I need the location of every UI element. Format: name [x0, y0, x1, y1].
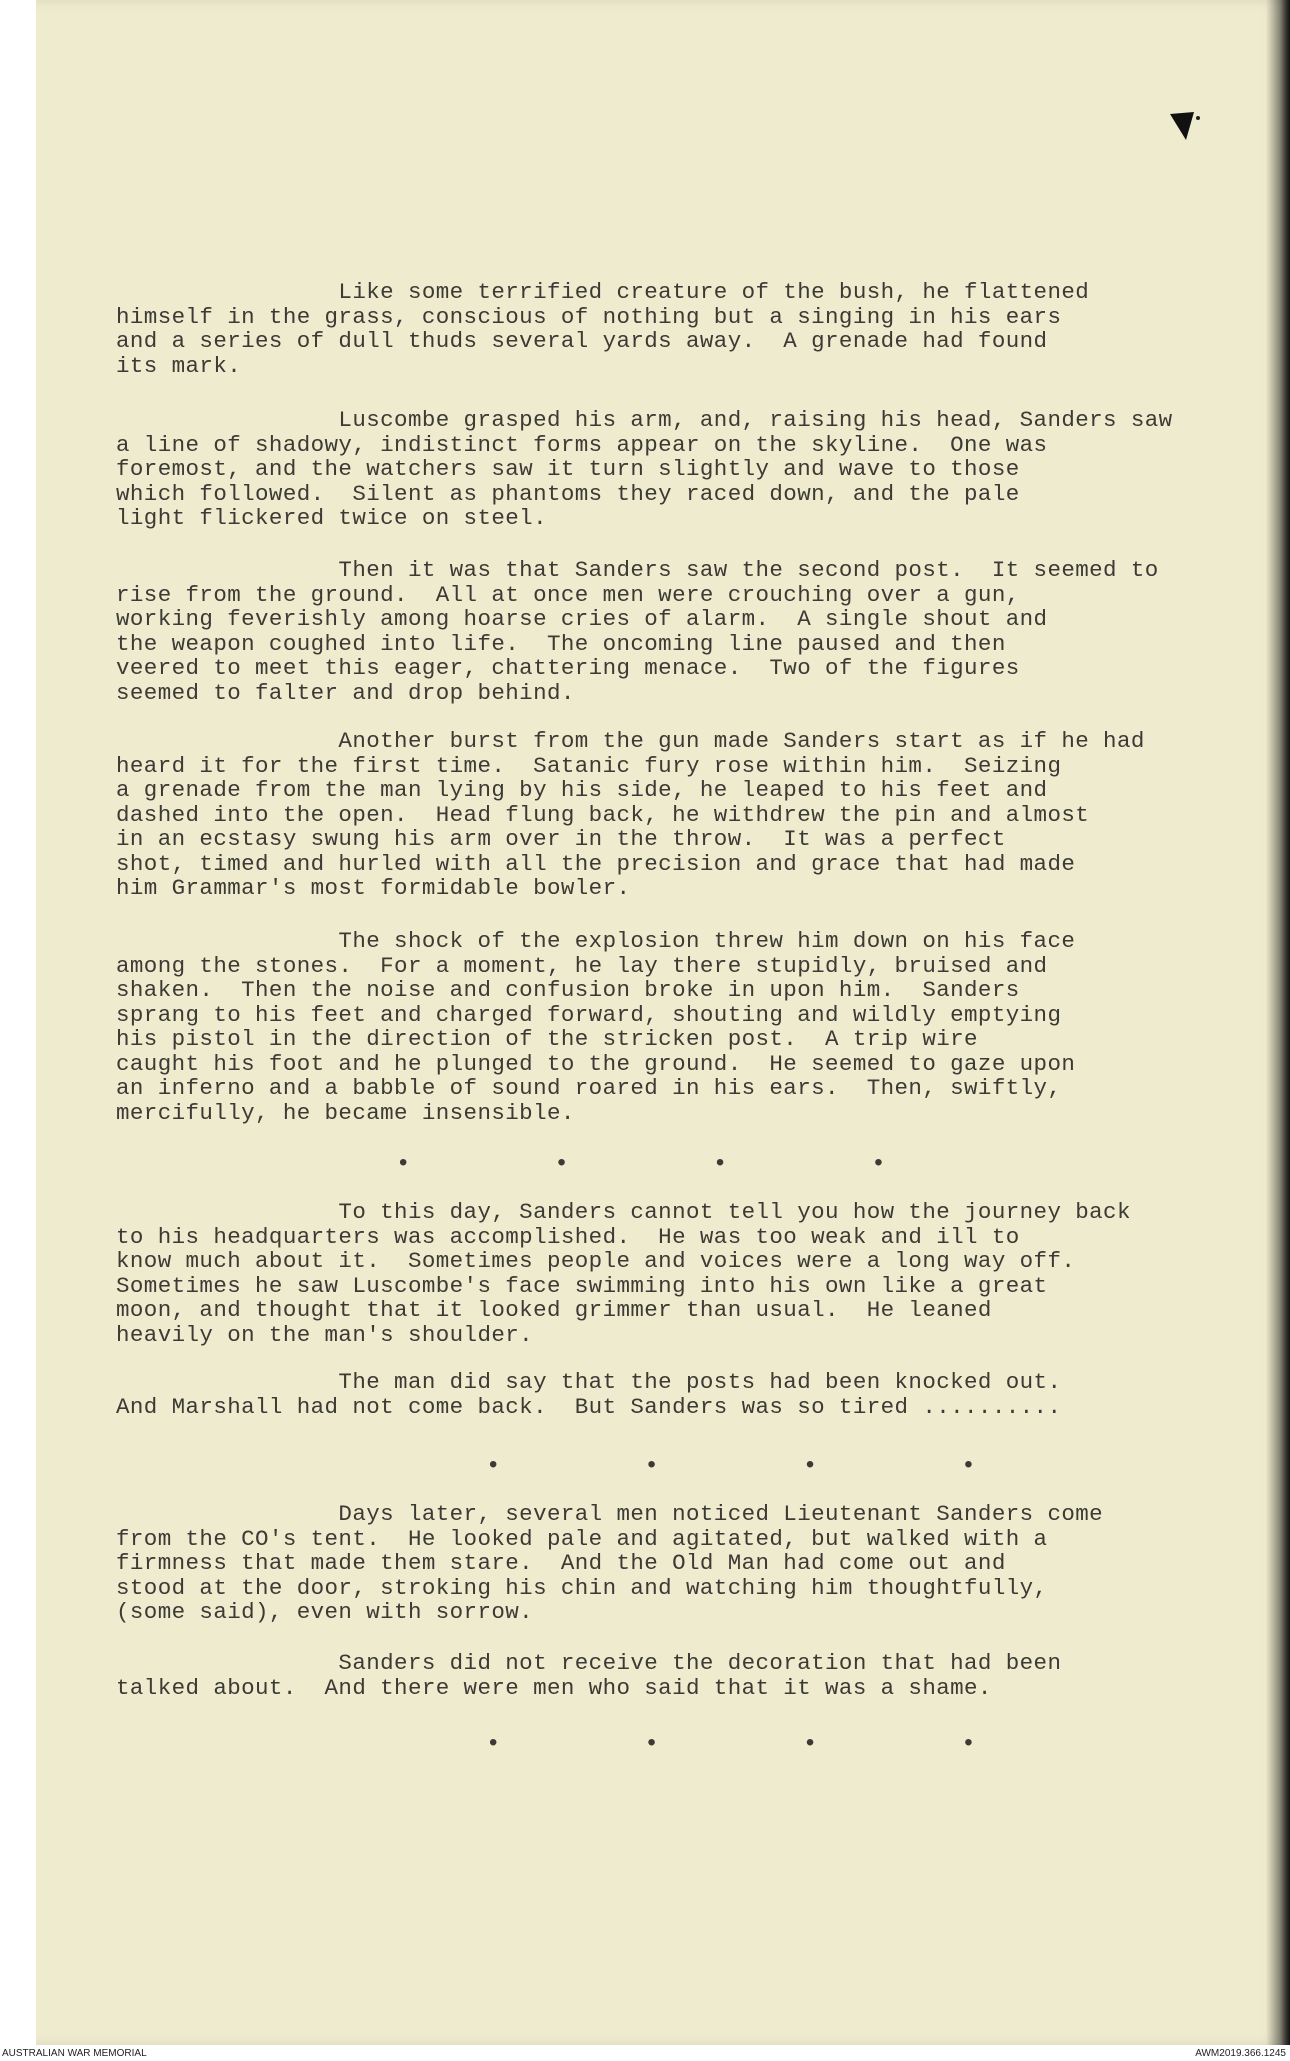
paragraph-3: Then it was that Sanders saw the second post. It seemed to rise from the ground. All at once men were crouching over a gun, working feverishly among hoarse cries of alarm. A single shout and the weapon coughed into life. The oncoming line paused and then veered to meet this eager, chattering menace. Two of the figures seemed to falter and drop behind. [116, 557, 1159, 706]
paragraph-2: Luscombe grasped his arm, and, raising his head, Sanders saw a line of shadowy, indistinct forms appear on the skyline. One was foremost, and the watchers saw it turn slightly and wave to those which followed. Silent as phantoms they raced down, and the pale light flickered twice on steel. [116, 407, 1173, 531]
punch-hole-mark [1164, 110, 1204, 146]
footer-accession-number: AWM2019.366.1245 [1195, 2048, 1286, 2059]
paragraph-1: Like some terrified creature of the bush, he flattened himself in the grass, conscious of nothing but a singing in his ears and a series of dull thuds several yards away. A grenade had found its mark. [116, 279, 1090, 379]
footer-institution: AUSTRALIAN WAR MEMORIAL [2, 2048, 147, 2059]
paragraph-9: Sanders did not receive the decoration that had been talked about. And there were men who said that it was a shame. [116, 1650, 1062, 1701]
footer-bar [0, 2046, 1290, 2061]
paragraph-4: Another burst from the gun made Sanders start as if he had heard it for the first time. Satanic fury rose within him. Seizing a grenade from the man lying by his side, he leaped to his feet and dashed into the open. Head flung back, he withdrew the pin and almost in an ecstasy swung his arm over in the throw. It was a perfect shot, timed and hurled with all the precision and grace that had made him Grammar's most formidable bowler. [116, 728, 1145, 901]
paragraph-6: To this day, Sanders cannot tell you how the journey back to his headquarters was accomplished. He was too weak and ill to know much about it. Sometimes people and voices were a long way off. Sometimes he saw Luscombe's face swimming into his own like a great moon, and thought that it looked grimmer than usual. He leaned heavily on the man's shoulder. [116, 1199, 1131, 1348]
paragraph-7: The man did say that the posts had been knocked out. And Marshall had not come back. But Sanders was so tired .......... [116, 1369, 1062, 1420]
document-page [36, 0, 1290, 2045]
section-separator-2: • • • • [486, 1453, 976, 1480]
paragraph-8: Days later, several men noticed Lieutenant Sanders come from the CO's tent. He looked pale and agitated, but walked with a firmness that made them stare. And the Old Man had come out and stood at the door, stroking his chin and watching him thoughtfully, (some said), even with sorrow. [116, 1501, 1104, 1625]
paragraph-5: The shock of the explosion threw him down on his face among the stones. For a moment, he lay there stupidly, bruised and shaken. Then the noise and confusion broke in upon him. Sanders sprang to his feet and charged forward, shouting and wildly emptying his pistol in the direction of the stricken post. A trip wire caught his foot and he plunged to the ground. He seemed to gaze upon an inferno and a babble of sound roared in his ears. Then, swiftly, mercifully, he became insensible. [116, 928, 1076, 1126]
section-separator-1: • • • • [396, 1151, 886, 1178]
section-separator-3: • • • • [486, 1731, 976, 1758]
